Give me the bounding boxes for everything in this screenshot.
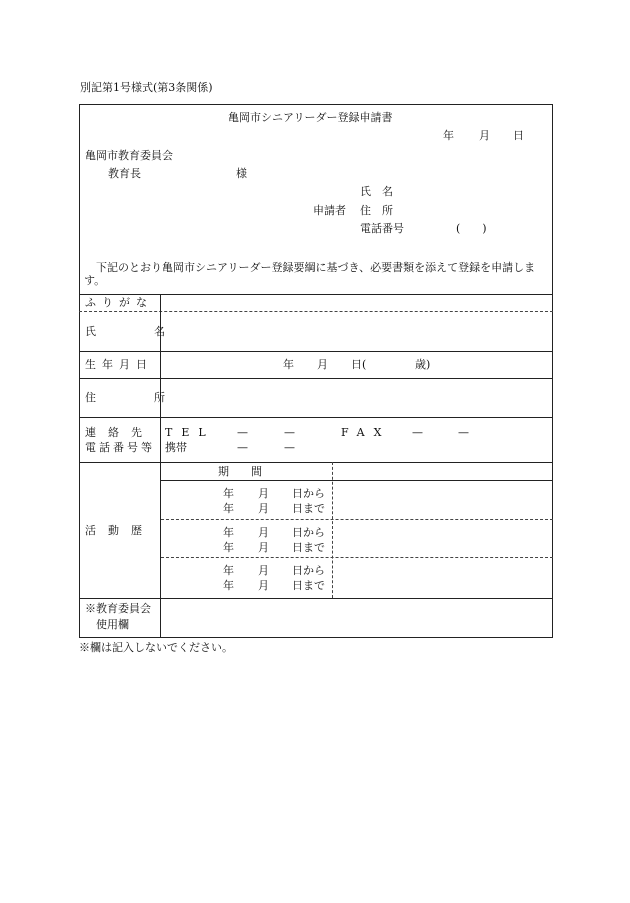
rule: [79, 417, 553, 418]
rule: [79, 351, 553, 352]
statement-text: 下記のとおり亀岡市シニアリーダー登録要綱に基づき、必要書類を添えて登録を申請します。: [84, 261, 536, 287]
office-use-label-2: 使用欄: [96, 618, 129, 631]
applicant-phone-label: 電話番号: [360, 222, 404, 235]
form-title: 亀岡市シニアリーダー登録申請書: [228, 111, 393, 124]
birth-age: 歳): [415, 358, 431, 371]
mobile-dash-1: —: [237, 441, 248, 454]
mobile-label: 携帯: [165, 441, 187, 454]
addressee-role: 教育長: [108, 167, 141, 180]
birth-month: 月: [317, 358, 328, 371]
period-1-year-to: 年: [223, 502, 234, 515]
period-3-month-from: 月: [258, 564, 269, 577]
period-1-to: 日まで: [292, 502, 325, 515]
birth-year: 年: [283, 358, 294, 371]
period-2-year-to: 年: [223, 541, 234, 554]
period-1-from: 日から: [292, 487, 325, 500]
office-use-label: ※教育委員会: [85, 602, 151, 615]
period-3-from: 日から: [292, 564, 325, 577]
period-2-month-to: 月: [258, 541, 269, 554]
period-1-year-from: 年: [223, 487, 234, 500]
rule-dashed: [161, 519, 553, 520]
applicant-name-label: 氏 名: [360, 185, 393, 198]
mobile-dash-2: —: [284, 441, 295, 454]
rule: [79, 598, 553, 599]
footnote: ※欄は記入しないでください。: [79, 641, 233, 654]
period-2-from: 日から: [292, 526, 325, 539]
addressee-honorific: 様: [236, 167, 247, 180]
address-label: [85, 392, 177, 404]
rule: [79, 462, 553, 463]
rule: [79, 294, 553, 295]
period-2-to: 日まで: [292, 541, 325, 554]
birth-label: 生年月日: [85, 358, 153, 371]
name-label-text: 氏 名: [85, 325, 177, 338]
period-header: 期 間: [218, 465, 262, 478]
rule-dashed: [79, 311, 553, 312]
applicant-phone-parens: ( ): [456, 222, 487, 235]
column-divider: [160, 294, 161, 638]
period-2-month-from: 月: [258, 526, 269, 539]
rule: [161, 480, 553, 481]
rule: [79, 378, 553, 379]
birth-day: 日(: [351, 358, 367, 371]
tel-dash-1: —: [237, 426, 248, 439]
address-label-text: 住 所: [85, 391, 177, 404]
period-3-year-from: 年: [223, 564, 234, 577]
form-number-label: 別記第1号様式(第3条関係): [80, 81, 213, 94]
date-month: 月: [479, 129, 490, 142]
period-2-year-from: 年: [223, 526, 234, 539]
period-1-month-from: 月: [258, 487, 269, 500]
fax-dash-1: —: [412, 426, 423, 439]
furigana-label: ふりがな: [85, 296, 153, 309]
name-label: [85, 325, 177, 338]
rule-dashed: [161, 557, 553, 558]
addressee-org: 亀岡市教育委員会: [85, 149, 173, 162]
date-day: 日: [513, 129, 524, 142]
date-year: 年: [443, 129, 454, 142]
history-label: 活動歴: [85, 524, 154, 537]
tel-dash-2: —: [284, 426, 295, 439]
period-3-to: 日まで: [292, 579, 325, 592]
applicant-label: 申請者: [313, 204, 346, 217]
period-1-month-to: 月: [258, 502, 269, 515]
phone-etc-label: 電話番号等: [85, 441, 155, 454]
fax-label: FAX: [341, 426, 391, 439]
period-divider: [332, 462, 333, 598]
contact-label: 連絡先: [85, 426, 154, 439]
tel-label: TEL: [165, 426, 215, 439]
period-3-month-to: 月: [258, 579, 269, 592]
period-3-year-to: 年: [223, 579, 234, 592]
applicant-address-label: 住 所: [360, 204, 393, 217]
fax-dash-2: —: [458, 426, 469, 439]
